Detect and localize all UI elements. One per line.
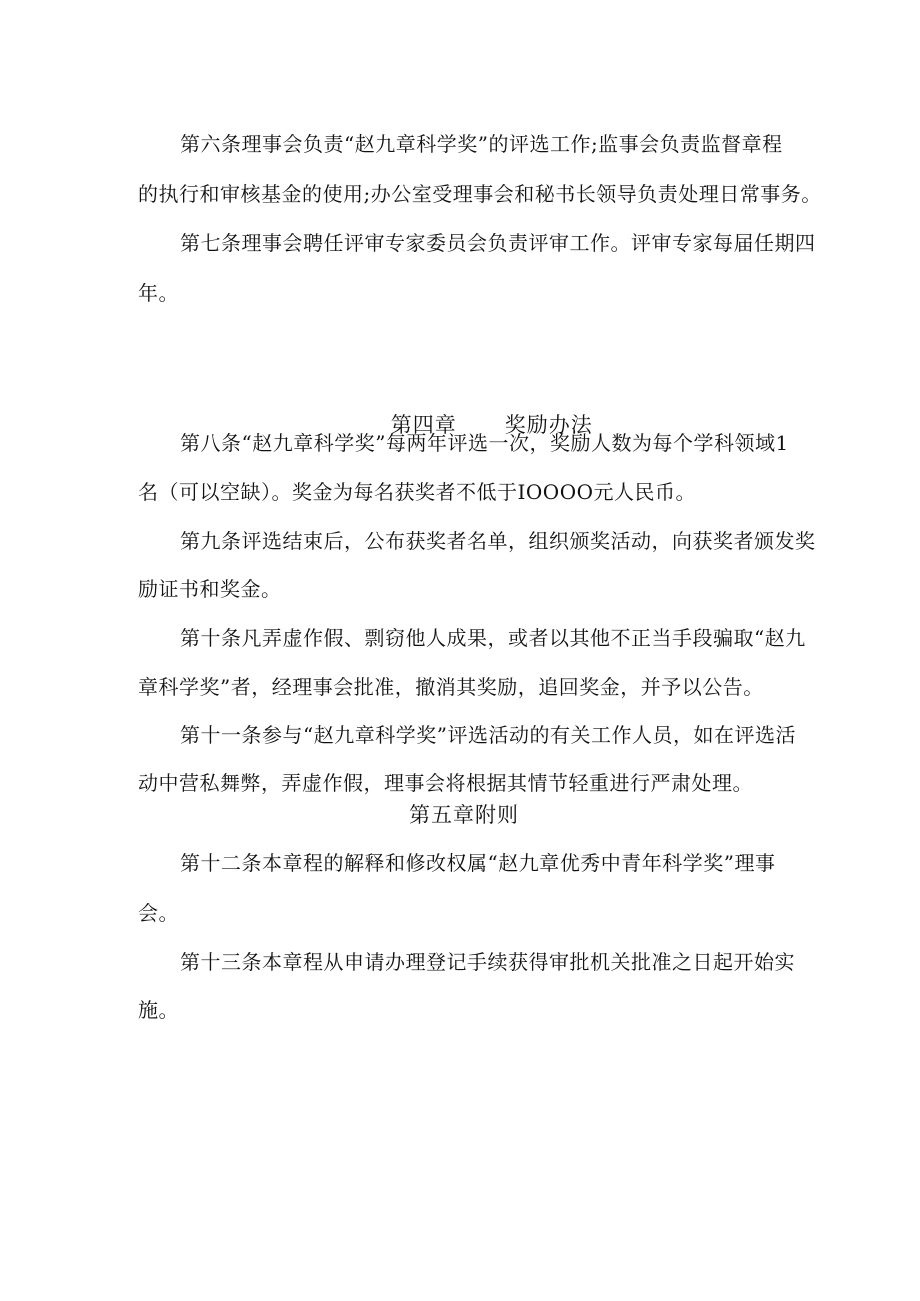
article-11-line-2: 动中营私舞弊，弄虚作假，理事会将根据其情节轻重进行严肃处理。 bbox=[138, 771, 753, 795]
article-13-line-1: 第十三条本章程从申请办理登记手续获得审批机关批准之日起开始实 bbox=[180, 950, 795, 974]
article-12-line-2: 会。 bbox=[138, 901, 179, 925]
chapter-5-heading: 第五章附则 bbox=[409, 803, 519, 827]
article-6-line-1: 第六条理事会负责“赵九章科学奖”的评选工作;监事会负责监督章程 bbox=[180, 132, 783, 156]
article-10-line-2: 章科学奖”者，经理事会批准，撤消其奖励，追回奖金，并予以公告。 bbox=[138, 675, 764, 699]
article-12-line-1: 第十二条本章程的解释和修改权属“赵九章优秀中青年科学奖”理事 bbox=[180, 851, 776, 875]
article-8-line-1: 第八条“赵九章科学奖”每两年评选一次，奖励人数为每个学科领域1 bbox=[180, 431, 789, 455]
article-10-line-1: 第十条凡弄虚作假、剽窃他人成果，或者以其他不正当手段骗取“赵九 bbox=[180, 626, 806, 650]
article-9-line-1: 第九条评选结束后，公布获奖者名单，组织颁奖活动，向获奖者颁发奖 bbox=[180, 529, 816, 553]
article-6-line-2: 的执行和审核基金的使用;办公室受理事会和秘书长领导负责处理日常事务。 bbox=[138, 182, 822, 206]
article-13-line-2: 施。 bbox=[138, 998, 179, 1022]
chapter-4-title: 奖励办法 bbox=[504, 413, 593, 437]
article-8-line-2: 名（可以空缺）。奖金为每名获奖者不低于IOOOO元人民币。 bbox=[138, 480, 696, 504]
article-7-line-1: 第七条理事会聘任评审专家委员会负责评审工作。评审专家每届任期四 bbox=[180, 231, 816, 255]
article-9-line-2: 励证书和奖金。 bbox=[138, 577, 282, 601]
chapter-4-number: 第四章 bbox=[390, 413, 457, 437]
article-7-line-2: 年。 bbox=[138, 281, 179, 305]
article-11-line-1: 第十一条参与“赵九章科学奖”评选活动的有关工作人员，如在评选活 bbox=[180, 723, 796, 747]
